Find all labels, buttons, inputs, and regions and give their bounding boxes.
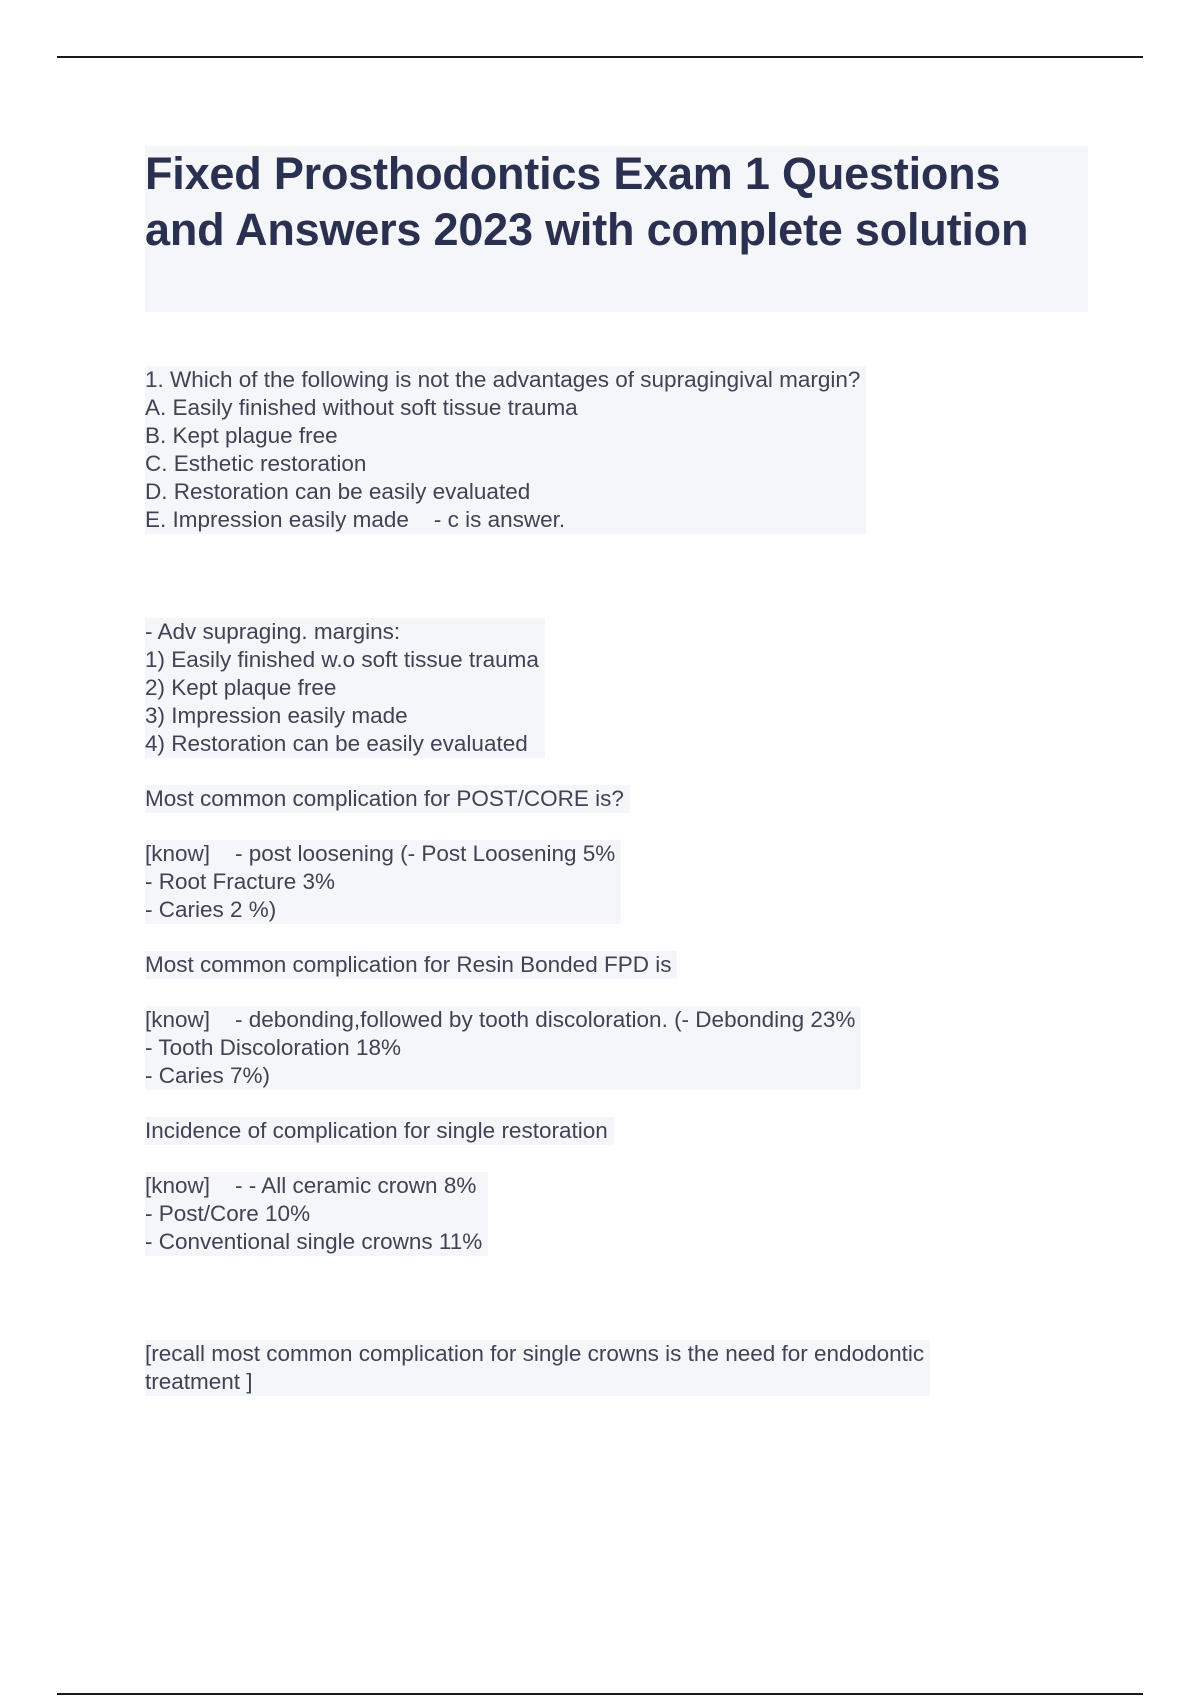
answer-4-line: [know] - - All ceramic crown 8% [145,1173,477,1198]
advantages-item: 3) Impression easily made [145,703,408,728]
question-1-block [145,366,866,534]
document-title: Fixed Prosthodontics Exam 1 Questions and Answers 2023 with complete solution [145,148,1029,255]
advantages-item: 1) Easily finished w.o soft tissue trauma [145,647,539,672]
question-1-option-b: B. Kept plague free [145,423,338,448]
recall-note-line: [recall most common complication for single crowns is the need for endodontic [145,1341,925,1366]
answer-4-line: - Post/Core 10% [145,1201,311,1226]
question-2-text: Most common complication for POST/CORE is? [145,786,624,811]
answer-2-line: - Root Fracture 3% [145,869,336,894]
question-1-option-a: A. Easily finished without soft tissue trauma [145,395,578,420]
recall-note-line: treatment ] [145,1369,253,1394]
question-4-block [145,1117,614,1145]
question-1-option-e: E. Impression easily made - c is answer. [145,507,566,532]
answer-4-line: - Conventional single crowns 11% [145,1229,483,1254]
question-4-text: Incidence of complication for single restoration [145,1118,608,1143]
recall-note-block [145,1340,930,1396]
advantages-item: 2) Kept plaque free [145,675,337,700]
answer-3-block [145,1006,861,1090]
advantages-block [145,618,545,758]
advantages-heading: - Adv supraging. margins: [145,619,401,644]
answer-2-line: - Caries 2 %) [145,897,277,922]
answer-2-line: [know] - post loosening (- Post Loosening 5% [145,841,616,866]
question-3-text: Most common complication for Resin Bonded FPD is [145,952,672,977]
question-2-block [145,785,630,813]
question-1-option-d: D. Restoration can be easily evaluated [145,479,531,504]
question-1-option-c: C. Esthetic restoration [145,451,367,476]
question-1-text: 1. Which of the following is not the advantages of supragingival margin? [145,367,861,392]
answer-3-line: - Tooth Discoloration 18% [145,1035,401,1060]
title-block [145,146,1088,312]
answer-3-line: [know] - debonding,followed by tooth discoloration. (- Debonding 23% [145,1007,856,1032]
top-rule [57,56,1143,58]
answer-3-line: - Caries 7%) [145,1063,271,1088]
answer-2-block [145,840,621,924]
document-body [145,366,1105,1396]
question-3-block [145,951,677,979]
answer-4-block [145,1172,488,1256]
advantages-item: 4) Restoration can be easily evaluated [145,731,528,756]
bottom-rule [57,1693,1143,1695]
